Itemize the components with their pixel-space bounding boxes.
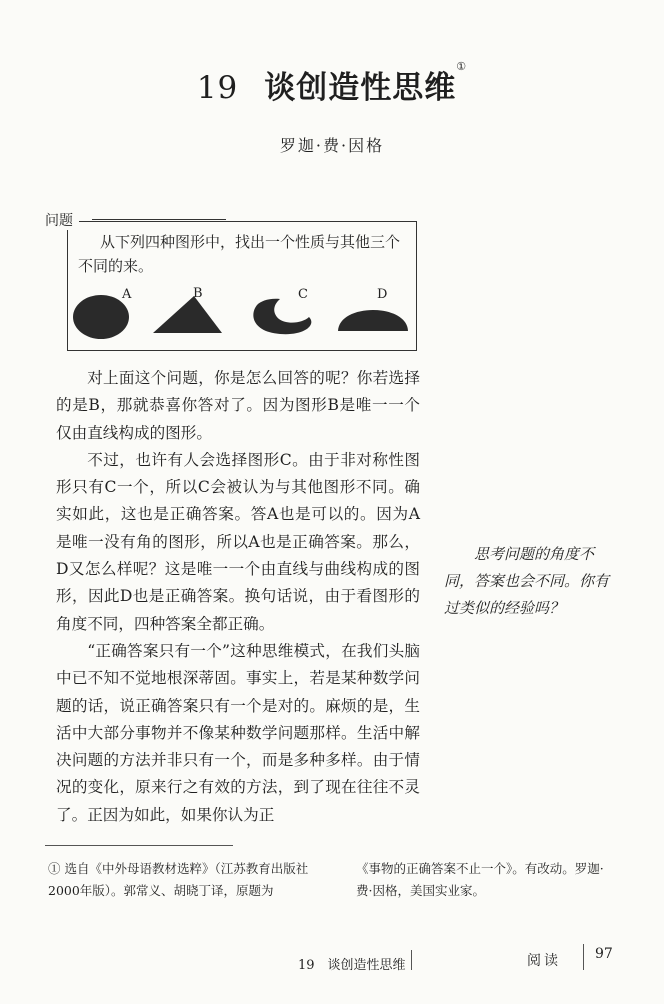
shape-b [153, 286, 222, 333]
problem-text: 从下列四种图形中，找出一个性质与其他三个不同的来。 [78, 233, 401, 275]
footnote-rule [45, 845, 233, 846]
title-footnote-mark: ① [456, 60, 468, 73]
shape-d [338, 287, 408, 331]
lesson-number: 19 [196, 70, 239, 106]
footer-section: 阅读 [527, 953, 561, 969]
page-number: 97 [595, 946, 613, 962]
footer-divider [411, 950, 412, 970]
footnote-right: 《事物的正确答案不止一个》。有改动。罗迦·费·因格，美国实业家。 [356, 861, 604, 898]
lesson-title-text: 谈创造性思维 [264, 70, 457, 106]
shape-c [253, 287, 311, 334]
body-text [56, 365, 420, 829]
author-line: 罗迦·费·因格 [279, 136, 385, 155]
margin-note: 思考问题的角度不同，答案也会不同。你有过类似的经验吗？ [444, 545, 610, 617]
shape-b-label: B [193, 286, 203, 301]
problem-shapes [67, 283, 417, 343]
problem-label-rule [92, 219, 226, 220]
shape-c-label: C [298, 287, 308, 302]
paragraph: “正确答案只有一个”这种思维模式，在我们头脑中已不知不觉地根深蒂固。事实上，若是某种数学问题的话，说正确答案只有一个是对的。麻烦的是，生活中大部分事物并不像某种数学问题那样。生活中解决问题的方法并非只有一个，而是多种多样。由于情况的变化，原来行之有效的方法，到了现在往往不灵了。正因为如此，如果你认为正 [56, 641, 420, 824]
shape-a [73, 287, 132, 339]
footnote-left: ① 选自《中外母语教材选粹》（江苏教育出版社2000年版）。郭常义、胡晓丁译，原题为 [48, 861, 309, 898]
shape-a-label: A [122, 287, 132, 302]
lesson-title [0, 62, 664, 107]
footer-divider [583, 944, 584, 970]
shape-d-label: D [377, 287, 388, 302]
footer-lesson-title: 19 谈创造性思维 [298, 958, 406, 973]
paragraph: 对上面这个问题，你是怎么回答的呢？你若选择的是B，那就恭喜你答对了。因为图形B是唯一一个仅由直线构成的图形。 [56, 369, 420, 442]
problem-label: 问题 [45, 210, 79, 230]
paragraph: 不过，也许有人会选择图形C。由于非对称性图形只有C一个，所以C会被认为与其他图形不同。确实如此，这也是正确答案。答A也是可以的。因为A是唯一没有角的图形，所以A也是正确答案。那么，D又怎么样呢？这是唯一一个由直线与曲线构成的图形，因此D也是正确答案。换句话说，由于看图形的角度不同，四种答案全都正确。 [56, 450, 420, 633]
